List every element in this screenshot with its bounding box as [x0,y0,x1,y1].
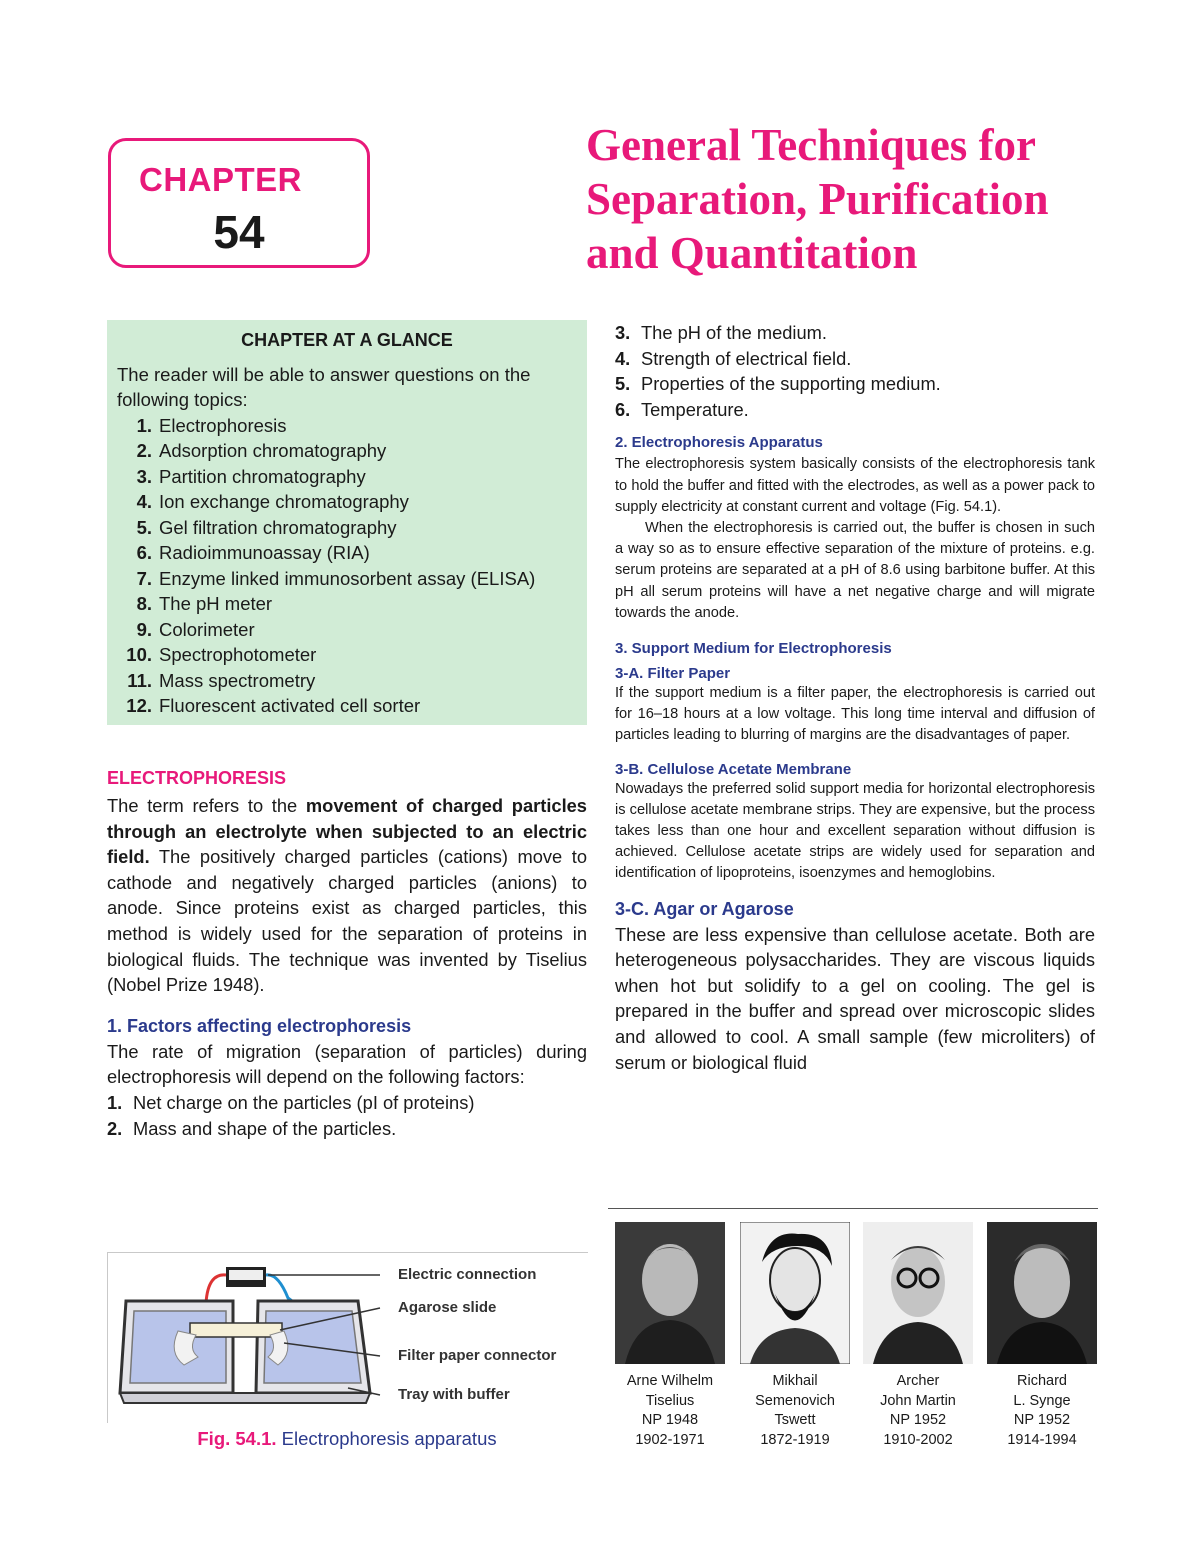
chapter-label: CHAPTER [139,161,303,198]
item-text: Mass and shape of the particles. [133,1117,397,1139]
filter-paper-heading: 3-A. Filter Paper [615,665,731,682]
item-text: Electrophoresis [159,414,287,436]
label-agarose-slide: Agarose slide [398,1299,497,1316]
item-text: Net charge on the particles (pI of proteins) [133,1091,475,1113]
item-number: 3. [136,465,152,487]
item-number: 9. [136,618,152,640]
item-text: Enzyme linked immunosorbent assay (ELISA) [159,567,536,589]
caption-line: 1902-1971 [635,1431,705,1448]
item-number: 8. [136,593,152,614]
caption-line: 1910-2002 [883,1431,953,1448]
item-number: 1. [136,414,152,436]
item-text: Gel filtration chromatography [159,516,397,538]
list-item [117,464,577,490]
caption-line: NP 1948 [641,1412,699,1429]
filter-paper-text: If the support medium is a filter paper, the electrophoresis is carried out for 16–18 hours at a low voltage. This long time interval and diffusion of particles leading to blurring of margins are the disadvantages of paper. [615,685,1095,744]
label-filter-paper-connector: Filter paper connector [398,1347,557,1364]
item-text: Colorimeter [159,618,255,640]
agar-heading: 3-C. Agar or Agarose [615,898,794,919]
item-text: Mass spectrometry [159,669,316,691]
chapter-box [108,138,370,268]
item-number: 7. [136,567,152,589]
definition-rest: The positively charged particles (cations) move to cathode and negatively charged particles (anions) to anode. Since proteins exist as charged particles, this method is widely used for the separation of proteins in biological fluids. The technique was invented by Tiselius (Nobel Prize 1948). [107,846,587,996]
right-column [615,320,1095,1075]
item-text: Fluorescent activated cell sorter [159,695,421,716]
item-number: 5. [136,516,152,538]
glance-intro: The reader will be able to answer questions on the following topics: [117,363,531,410]
factors-list [107,1090,587,1141]
caption-line: Arne Wilhelm [626,1373,714,1389]
left-column [107,768,587,1141]
caption-tiselius [610,1372,730,1450]
item-text: Ion exchange chromatography [159,491,409,512]
list-item [117,515,577,541]
definition-start: The term refers to the [107,795,306,816]
caption-line: Mikhail [772,1373,818,1389]
caption-line: NP 1952 [889,1412,947,1429]
list-item [117,591,577,617]
portrait-synge [987,1222,1097,1364]
item-number: 5. [615,373,631,395]
title-line-2: Separation, Purification [586,174,1049,224]
label-tray-with-buffer: Tray with buffer [398,1386,510,1403]
caption-line: Archer [896,1373,940,1389]
glance-heading: CHAPTER AT A GLANCE [241,330,453,350]
item-number: 6. [136,542,152,563]
caption-synge [982,1372,1102,1450]
apparatus-paragraph-2: When the electrophoresis is carried out, the buffer is chosen in such a way so as to ensure effective separation of the mixture of proteins. e.g. serum proteins are separated at a pH of 8.6 using barbitone buffer. At this pH all serum proteins will have a net negative charge and will migrate towards the anode. [615,519,1095,621]
item-text: Radioimmunoassay (RIA) [159,542,370,563]
figure-caption-text: Electrophoresis apparatus [276,1428,497,1449]
definition-bold: movement of charged particles through an electrolyte when subjected to an electric field. [107,795,587,868]
factors-intro: The rate of migration (separation of particles) during electrophoresis will depend on the following factors: [107,1040,587,1088]
item-text: The pH of the medium. [641,322,827,343]
caption-tswett [735,1372,855,1450]
caption-line: 1914-1994 [1007,1431,1077,1448]
factors-heading: 1. Factors affecting electrophoresis [107,1015,412,1036]
power-pack-display [229,1270,263,1280]
item-number: 1. [107,1091,123,1113]
chapter-at-a-glance [107,320,587,725]
tray-base [120,1393,370,1403]
chapter-number: 54 [213,206,265,258]
list-item [107,1090,587,1116]
figure-electrophoresis-apparatus [107,1252,588,1423]
label-electric-connection: Electric connection [398,1266,537,1283]
portrait-divider [608,1208,1098,1209]
list-item [107,1116,587,1142]
portrait-tiselius [615,1222,725,1364]
caption-line: L. Synge [1013,1392,1071,1409]
caption-line: Tiselius [645,1392,695,1409]
support-medium-heading: 3. Support Medium for Electrophoresis [615,640,892,657]
item-number: 6. [615,398,631,420]
list-item [117,617,577,643]
item-text: The pH meter [159,593,273,614]
list-item [117,540,577,566]
item-number: 4. [136,491,152,512]
electrophoresis-definition [107,793,587,998]
item-text: Temperature. [641,398,749,420]
list-item [117,438,577,464]
apparatus-heading: 2. Electrophoresis Apparatus [615,434,823,452]
title-line-3: and Quantitation [586,228,918,278]
item-text: Spectrophotometer [159,644,317,665]
list-item [615,320,1095,346]
portrait-martin [863,1222,973,1364]
caption-line: NP 1952 [1013,1412,1071,1429]
item-text: Adsorption chromatography [159,440,387,461]
item-number: 4. [615,347,631,369]
cellulose-acetate-heading: 3-B. Cellulose Acetate Membrane [615,760,852,778]
list-item [117,489,577,515]
agar-text: These are less expensive than cellulose acetate. Both are heterogeneous polysaccharides. They are viscous liquids when hot but solidify to a gel on cooling. The gel is prepared in the buffer and spread over microscopic slides and allowed to cool. A small sample (few microliters) of serum or biological fluid [615,923,1095,1073]
cellulose-acetate-text: Nowadays the preferred solid support media for horizontal electrophoresis is cellulose acetate membrane strips. They are expensive, but the process takes less than one hour and excellent separation without diffusion is achieved. Cellulose acetate strips are widely used for separation and identification of lipoproteins, isoenzymes and hemoglobins. [615,780,1095,882]
list-item [117,413,577,439]
caption-line: Tswett [774,1412,816,1429]
item-number: 2. [107,1117,123,1139]
item-number: 12. [126,695,152,716]
list-item [117,693,577,719]
caption-line: Richard [1017,1373,1067,1389]
list-item [615,346,1095,372]
figure-caption [107,1428,587,1450]
list-item [117,566,577,592]
agarose-slide [190,1323,282,1337]
caption-line: 1872-1919 [760,1431,830,1448]
section-heading-electrophoresis: ELECTROPHORESIS [107,768,287,788]
figure-number: Fig. 54.1. [197,1428,277,1449]
caption-martin [858,1372,978,1450]
item-number: 10. [126,644,152,665]
item-text: Partition chromatography [159,465,366,487]
portrait-tswett [740,1222,850,1364]
list-item [117,642,577,668]
title-line-1: General Techniques for [586,120,1037,170]
apparatus-paragraph-1: The electrophoresis system basically consists of the electrophoresis tank to hold the buffer and fitted with the electrodes, as well as a power pack to supply electricity at constant current and voltage (Fig. 54.1). [615,456,1095,515]
item-number: 2. [136,440,152,461]
page-title [586,118,1186,280]
list-item [117,668,577,694]
list-item [615,397,1095,423]
list-item [615,371,1095,397]
glance-list [117,413,577,719]
caption-line: John Martin [880,1392,956,1409]
factors-list-continued [615,320,1095,422]
item-text: Strength of electrical field. [641,347,852,369]
item-number: 11. [127,669,152,691]
item-text: Properties of the supporting medium. [641,373,941,395]
item-number: 3. [615,322,631,343]
caption-line: Semenovich [755,1392,835,1409]
